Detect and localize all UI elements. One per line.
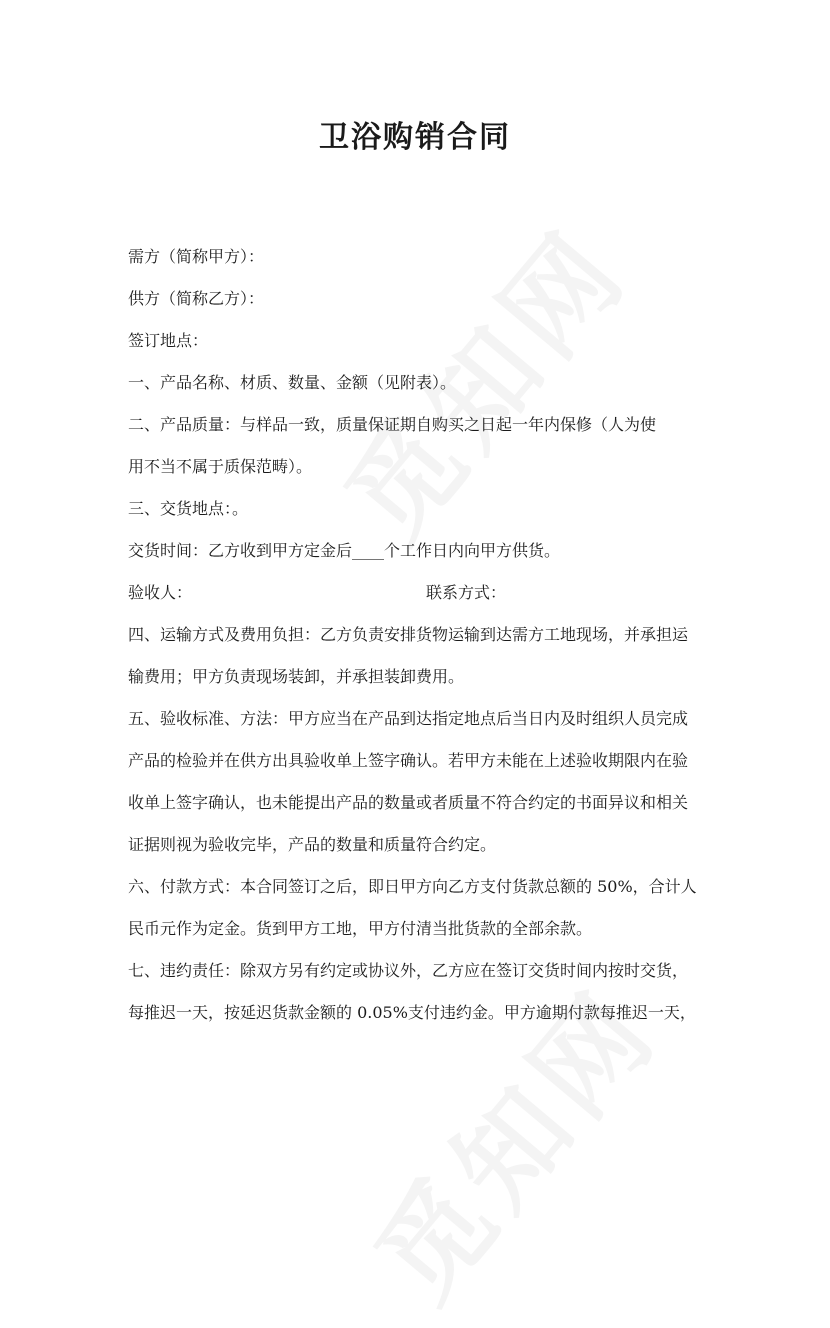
- acceptance-row: [128, 572, 710, 614]
- paragraph: 产品的检验并在供方出具验收单上签字确认。若甲方未能在上述验收期限内在验: [128, 751, 689, 770]
- paragraph: 民币元作为定金。货到甲方工地，甲方付清当批货款的全部余款。: [128, 919, 593, 938]
- document-title: 卫浴购销合同: [319, 120, 511, 155]
- paragraph: 六、付款方式：本合同签订之后，即日甲方向乙方支付货款总额的 50%，合计人: [128, 877, 697, 896]
- paragraph: 三、交货地点：。: [128, 499, 249, 518]
- paragraph: 每推迟一天，按延迟货款金额的 0.05%支付违约金。甲方逾期付款每推迟一天，: [128, 1003, 696, 1022]
- paragraph: 用不当不属于质保范畴）。: [128, 457, 313, 476]
- paragraph: 收单上签字确认，也未能提出产品的数量或者质量不符合约定的书面异议和相关: [128, 793, 689, 812]
- paragraph: 供方（简称乙方）：: [128, 289, 265, 308]
- paragraph: 需方（简称甲方）：: [128, 247, 265, 266]
- paragraph: 证据则视为验收完毕，产品的数量和质量符合约定。: [128, 835, 497, 854]
- paragraph: 输费用；甲方负责现场装卸，并承担装卸费用。: [128, 667, 465, 686]
- paragraph: 二、产品质量：与样品一致，质量保证期自购买之日起一年内保修（人为使: [128, 415, 657, 434]
- paragraph: 七、违约责任：除双方另有约定或协议外，乙方应在签订交货时间内按时交货，: [128, 961, 689, 980]
- paragraph: 四、运输方式及费用负担：乙方负责安排货物运输到达需方工地现场，并承担运: [128, 625, 689, 644]
- acceptor-label: 验收人：: [128, 583, 193, 602]
- paragraph: 交货时间：乙方收到甲方定金后____个工作日内向甲方供货。: [128, 541, 561, 560]
- contact-label: 联系方式：: [426, 583, 507, 602]
- paragraph: 签订地点：: [128, 331, 209, 350]
- paragraph: 一、产品名称、材质、数量、金额（见附表）。: [128, 373, 457, 392]
- document-body: [128, 236, 710, 1034]
- paragraph: 五、验收标准、方法：甲方应当在产品到达指定地点后当日内及时组织人员完成: [128, 709, 689, 728]
